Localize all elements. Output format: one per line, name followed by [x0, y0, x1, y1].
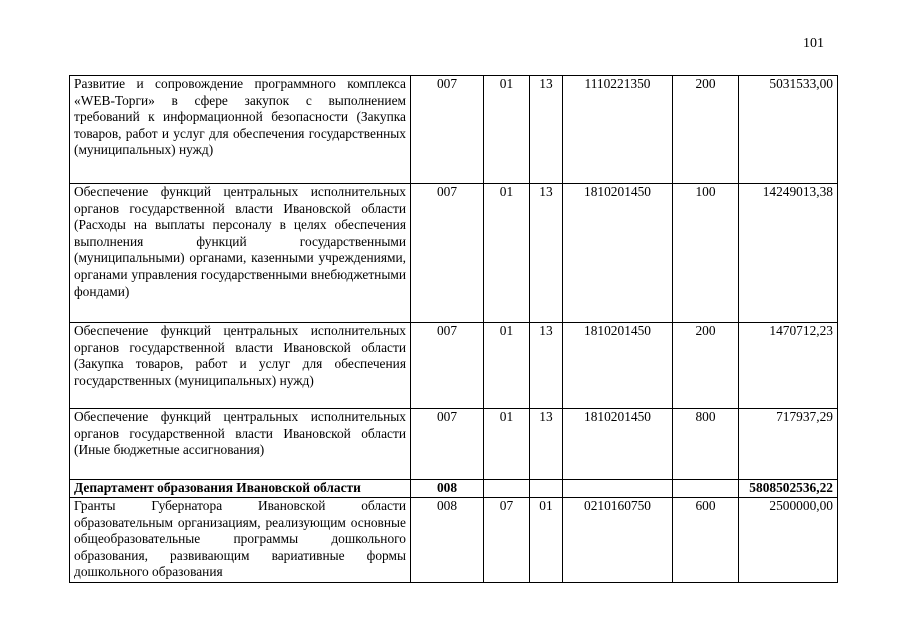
section-code: 01 — [484, 76, 530, 184]
target-code: 1810201450 — [563, 409, 673, 480]
target-code: 0210160750 — [563, 498, 673, 583]
subsection-code: 13 — [530, 76, 563, 184]
target-code: 1110221350 — [563, 76, 673, 184]
subsection-code: 13 — [530, 323, 563, 409]
table-row — [70, 184, 838, 323]
subsection-code: 01 — [530, 498, 563, 583]
section-code: 01 — [484, 323, 530, 409]
subsection-code — [530, 480, 563, 498]
row-name-cell — [70, 409, 411, 480]
section-code: 07 — [484, 498, 530, 583]
ministry-code: 007 — [411, 409, 484, 480]
expense-type-code: 800 — [673, 409, 739, 480]
subsection-code: 13 — [530, 184, 563, 323]
row-name-cell — [70, 323, 411, 409]
row-name-cell — [70, 498, 411, 583]
target-code: 1810201450 — [563, 323, 673, 409]
expense-type-code: 600 — [673, 498, 739, 583]
table-row-department — [70, 480, 838, 498]
page-number: 101 — [803, 36, 824, 51]
amount: 14249013,38 — [739, 184, 838, 323]
expense-type-code: 100 — [673, 184, 739, 323]
section-code — [484, 480, 530, 498]
row-name: Обеспечение функций центральных исполнительных органов государственной власти Ивановской области (Расходы на выплаты персоналу в целях обеспечения выполнения функций государственными (муниципальными) органами, казенными учреждениями, органами управления государственными внебюджетными фондами) — [74, 184, 406, 299]
expense-type-code: 200 — [673, 76, 739, 184]
target-code — [563, 480, 673, 498]
row-name: Обеспечение функций центральных исполнительных органов государственной власти Ивановской области (Иные бюджетные ассигнования) — [74, 409, 406, 458]
ministry-code: 007 — [411, 76, 484, 184]
amount: 2500000,00 — [739, 498, 838, 583]
row-name: Обеспечение функций центральных исполнительных органов государственной власти Ивановской области (Закупка товаров, работ и услуг для обеспечения государственных (муниципальных) нужд) — [74, 323, 406, 388]
row-name-cell — [70, 76, 411, 184]
amount: 1470712,23 — [739, 323, 838, 409]
row-name: Развитие и сопровождение программного комплекса «WEB-Торги» в сфере закупок с выполнением требований к информационной безопасности (Закупка товаров, работ и услуг для обеспечения государственных (муниципальных) нужд) — [74, 76, 406, 158]
subsection-code: 13 — [530, 409, 563, 480]
expense-type-code: 200 — [673, 323, 739, 409]
amount: 5808502536,22 — [739, 480, 838, 498]
row-name: Гранты Губернатора Ивановской области образовательным организациям, реализующим основные общеобразовательные программы дошкольного образования, развивающим вариативные формы дошкольного образования — [74, 498, 406, 580]
row-name-cell — [70, 480, 411, 498]
section-code: 01 — [484, 409, 530, 480]
ministry-code: 008 — [411, 480, 484, 498]
table-row — [70, 76, 838, 184]
budget-table — [69, 75, 838, 583]
amount: 5031533,00 — [739, 76, 838, 184]
row-name: Департамент образования Ивановской области — [74, 480, 361, 495]
amount: 717937,29 — [739, 409, 838, 480]
ministry-code: 007 — [411, 184, 484, 323]
section-code: 01 — [484, 184, 530, 323]
target-code: 1810201450 — [563, 184, 673, 323]
table-row — [70, 498, 838, 583]
table-row — [70, 323, 838, 409]
row-name-cell — [70, 184, 411, 323]
ministry-code: 007 — [411, 323, 484, 409]
ministry-code: 008 — [411, 498, 484, 583]
table-row — [70, 409, 838, 480]
expense-type-code — [673, 480, 739, 498]
